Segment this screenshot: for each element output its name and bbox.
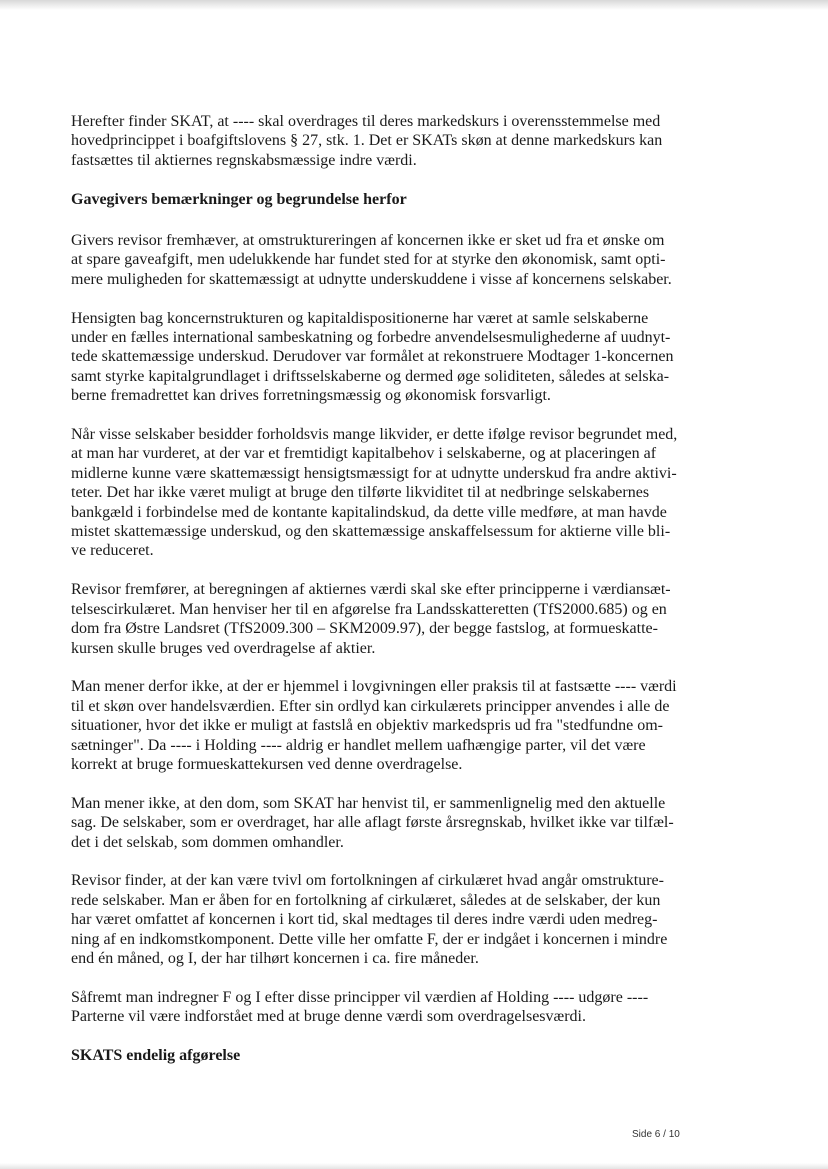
- paragraph-transfer-value: Såfremt man indregner F og I efter disse principper vil værdien af Holding ---- udgøre ---- Parterne vil være indforstået med at bruge denne værdi som overdragelsesværdi.: [71, 988, 649, 1026]
- paragraph-group-structure-intent: Hensigten bag koncernstrukturen og kapitaldispositionerne har været at samle selskaberne under en fælles international sambeskatning og forbedre anvendelsesmulighederne af uudnyt- tede skattemæssige underskud. Derudover var formålet at rekonstruere Modtager 1-koncernen samt styrke kapitalgrundlaget i driftsselskaberne og dermed øge soliditeten, således at selska- berne fremadrettet kan drives forretningsmæssig og økonomisk forsvarligt.: [71, 309, 674, 405]
- paragraph-court-ruling-comparison: Man mener ikke, at den dom, som SKAT har henvist til, er sammenlignelig med den aktuelle sag. De selskaber, som er overdraget, har alle aflagt første årsregnskab, hvilket ikke var tilfæl- det i det selskab, som dommen omhandler.: [71, 794, 674, 851]
- paragraph-skat-assessment: Herefter finder SKAT, at ---- skal overdrages til deres markedskurs i overensstemmelse med hovedprincippet i boafgiftslovens § 27, stk. 1. Det er SKATs skøn at denne markedskurs kan fastsættes til aktiernes regnskabsmæssige indre værdi.: [71, 113, 663, 169]
- paragraph-legal-basis: Man mener derfor ikke, at der er hjemmel i lovgivningen eller praksis til at fastsætte ---- værdi til et skøn over handelsværdien. Efter sin ordlyd kan cirkulærets principper anvendes i alle de situationer, hvor det ikke er muligt at fastslå en objektiv markedspris ud fra "stedfundne om- sætninger". Da ---- i Holding ---- aldrig er handlet mellem uafhængige parter, vil det være korrekt at bruge formueskattekursen ved denne overdragelse.: [71, 678, 677, 773]
- section-heading-skat-final-decision: SKATS endelig afgørelse: [71, 1046, 241, 1064]
- page-number: Side 6 / 10: [632, 1129, 680, 1140]
- page-bottom-edge: [0, 1163, 828, 1169]
- paragraph-valuation-circular: Revisor fremfører, at beregningen af aktiernes værdi skal ske efter principperne i værdiansæt- telsescirkulæret. Man henviser her til en afgørelse fra Landsskatteretten (TfS2000.685) og en dom fra Østre Landsret (TfS2009.300 – SKM2009.97), der begge fastslog, at formueskatte- kursen skulle bruges ved overdragelse af aktier.: [71, 581, 671, 657]
- paragraph-restructuring-purpose: Givers revisor fremhæver, at omstruktureringen af koncernen ikke er sket ud fra et ønske om at spare gaveafgift, men udelukkende har fundet sted for at styrke den økonomisk, samt opti- mere muligheden for skattemæssigt at udnytte underskuddene i visse af koncernens selskaber.: [71, 232, 672, 288]
- section-heading-givers-remarks: Gavegivers bemærkninger og begrundelse herfor: [71, 190, 407, 208]
- paragraph-circular-interpretation: Revisor finder, at der kan være tvivl om fortolkningen af cirkulæret hvad angår omstrukture- rede selskaber. Man er åben for en fortolkning af cirkulæret, således at de selskaber, der kun har været omfattet af koncernen i kort tid, skal medtages til deres indre værdi uden medreg- ning af en indkomstkomponent. Dette ville her omfatte F, der er indgået i koncernen i mindre end én måned, og I, der har tilhørt koncernen i ca. fire måneder.: [71, 872, 668, 967]
- document-page: [71, 112, 711, 1087]
- paragraph-liquidity-justification: Når visse selskaber besidder forholdsvis mange likvider, er dette ifølge revisor begrundet med, at man har vurderet, at der var et fremtidigt kapitalbehov i selskaberne, og at placeringen af midlerne kunne være skattemæssigt hensigtsmæssigt for at udnytte underskud fra andre aktivi- teter. Det har ikke været muligt at bruge den tilførte likviditet til at nedbringe selskabernes bankgæld i forbindelse med de kontante kapitalindskud, da dette ville medføre, at man havde mistet skattemæssige underskud, og den skattemæssige anskaffelsessum for aktierne ville bli- ve reduceret.: [71, 426, 678, 560]
- page-top-edge: [0, 0, 828, 10]
